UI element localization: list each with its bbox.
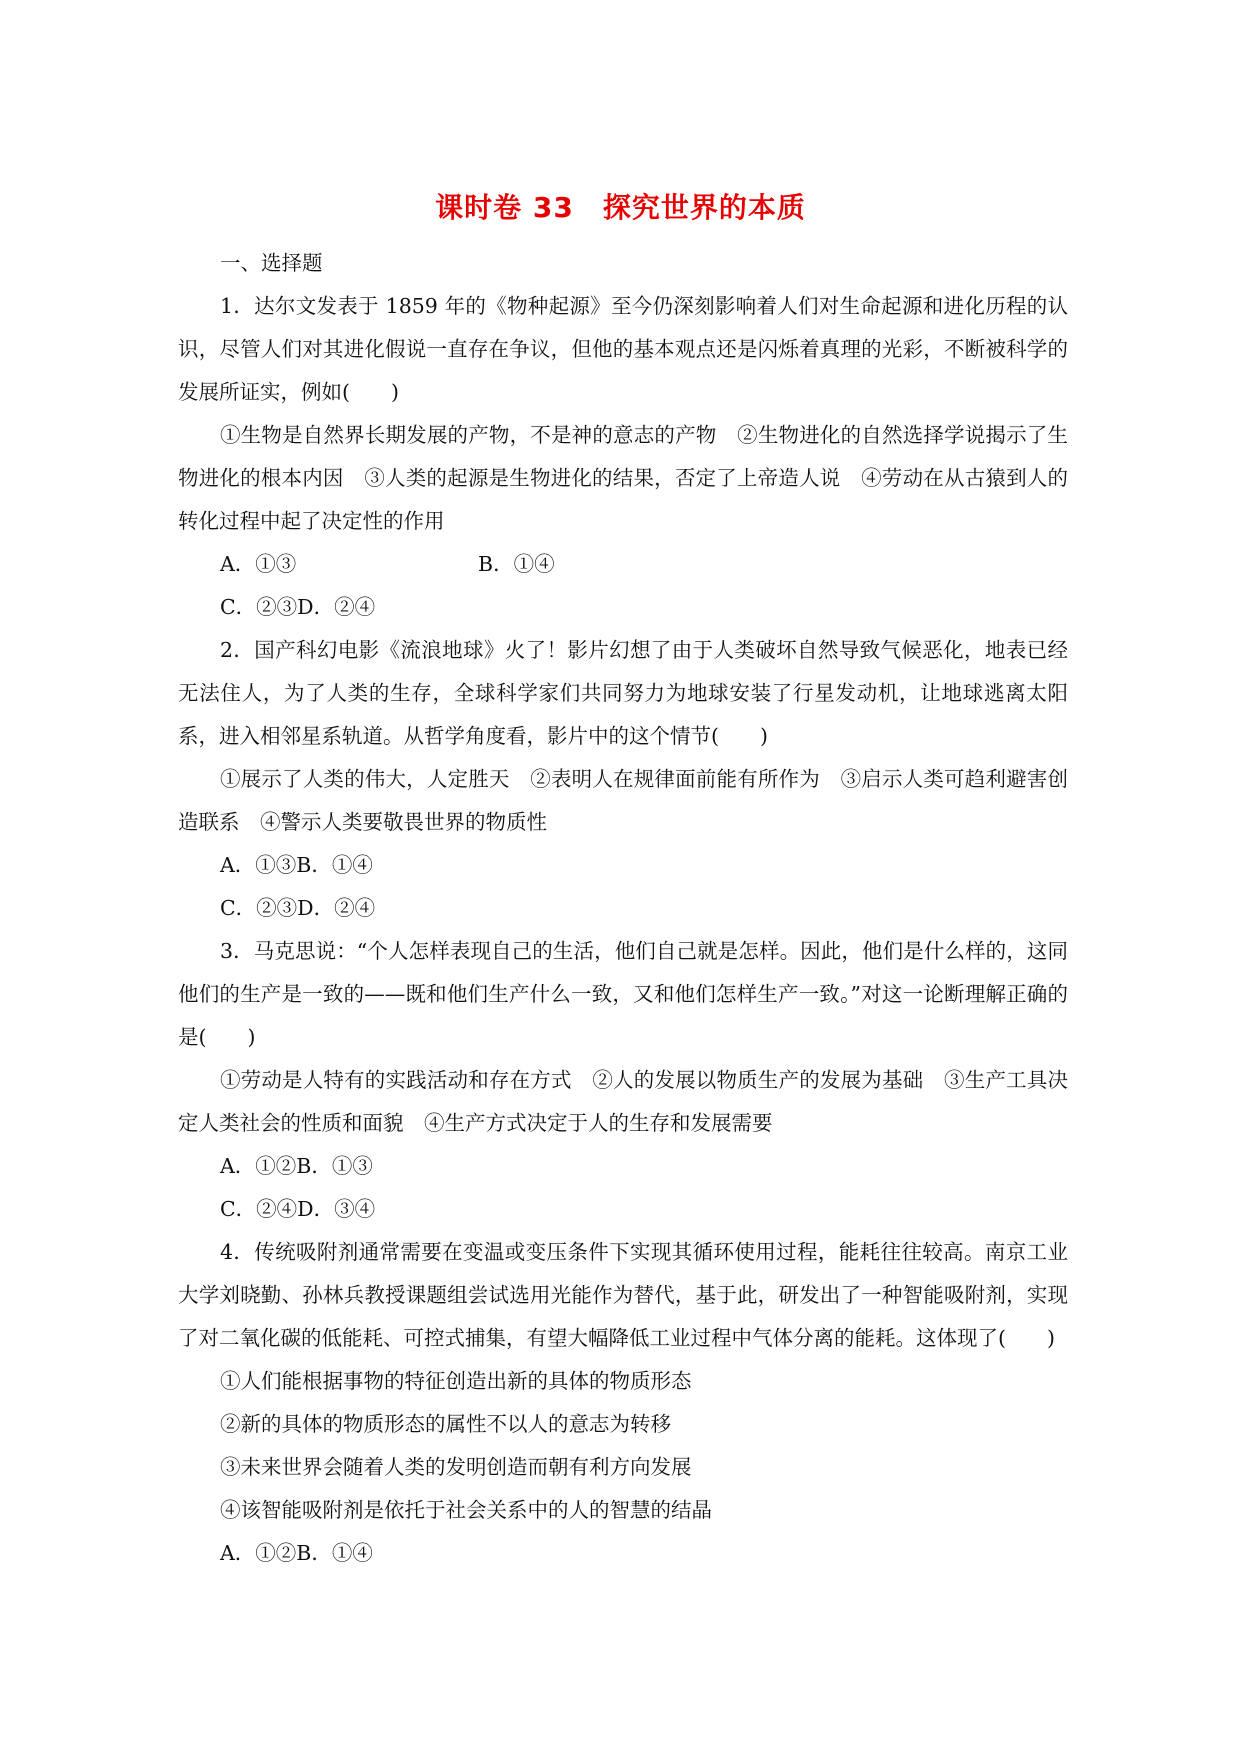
question-3-options-cd: C．②④D．③④ — [220, 1197, 376, 1221]
document-body — [178, 242, 1068, 1575]
question-1-stem: 1．达尔文发表于 1859 年的《物种起源》至今仍深刻影响着人们对生命起源和进化历程的认识，尽管人们对其进化假说一直存在争议，但他的基本观点还是闪烁着真理的光彩，不断被科学的发展所证实，例如( ) — [178, 294, 1068, 404]
question-2-stem: 2．国产科幻电影《流浪地球》火了！影片幻想了由于人类破坏自然导致气候恶化，地表已经无法住人，为了人类的生存，全球科学家们共同努力为地球安装了行星发动机，让地球逃离太阳系，进入相邻星系轨道。从哲学角度看，影片中的这个情节( ) — [178, 638, 1068, 748]
question-4-options-ab: A．①②B．①④ — [220, 1541, 373, 1565]
question-4-statement-1: ①人们能根据事物的特征创造出新的具体的物质形态 — [220, 1369, 692, 1393]
section-heading: 一、选择题 — [220, 251, 323, 275]
question-1-options-cd: C．②③D．②④ — [220, 595, 376, 619]
question-1-statements: ①生物是自然界长期发展的产物，不是神的意志的产物 ②生物进化的自然选择学说揭示了生物进化的根本内因 ③人类的起源是生物进化的结果，否定了上帝造人说 ④劳动在从古猿到人的转化过程中起了决定性的作用 — [178, 423, 1068, 533]
question-2-options-ab: A．①③B．①④ — [220, 853, 373, 877]
question-4-stem: 4．传统吸附剂通常需要在变温或变压条件下实现其循环使用过程，能耗往往较高。南京工业大学刘晓勤、孙林兵教授课题组尝试选用光能作为替代，基于此，研发出了一种智能吸附剂，实现了对二氧化碳的低能耗、可控式捕集，有望大幅降低工业过程中气体分离的能耗。这体现了( ) — [178, 1240, 1068, 1350]
question-3-statements: ①劳动是人特有的实践活动和存在方式 ②人的发展以物质生产的发展为基础 ③生产工具决定人类社会的性质和面貌 ④生产方式决定于人的生存和发展需要 — [178, 1068, 1068, 1135]
question-1-options-ab — [178, 543, 1068, 586]
page-title: 课时卷 33 探究世界的本质 — [435, 191, 806, 224]
question-4-statement-2: ②新的具体的物质形态的属性不以人的意志为转移 — [220, 1412, 671, 1436]
question-4-statement-3: ③未来世界会随着人类的发明创造而朝有利方向发展 — [220, 1455, 692, 1479]
question-2-options-cd: C．②③D．②④ — [220, 896, 376, 920]
question-1-option-a: A．①③ — [220, 552, 297, 576]
question-3-options-ab: A．①②B．①③ — [220, 1154, 373, 1178]
question-2-statements: ①展示了人类的伟大，人定胜天 ②表明人在规律面前能有所作为 ③启示人类可趋利避害创造联系 ④警示人类要敬畏世界的物质性 — [178, 767, 1068, 834]
question-4-statement-4: ④该智能吸附剂是依托于社会关系中的人的智慧的结晶 — [220, 1498, 712, 1522]
question-1-option-b: B．①④ — [478, 552, 555, 576]
question-3-stem: 3．马克思说：“个人怎样表现自己的生活，他们自己就是怎样。因此，他们是什么样的，这同他们的生产是一致的——既和他们生产什么一致，又和他们怎样生产一致。”对这一论断理解正确的是( ) — [178, 939, 1068, 1049]
